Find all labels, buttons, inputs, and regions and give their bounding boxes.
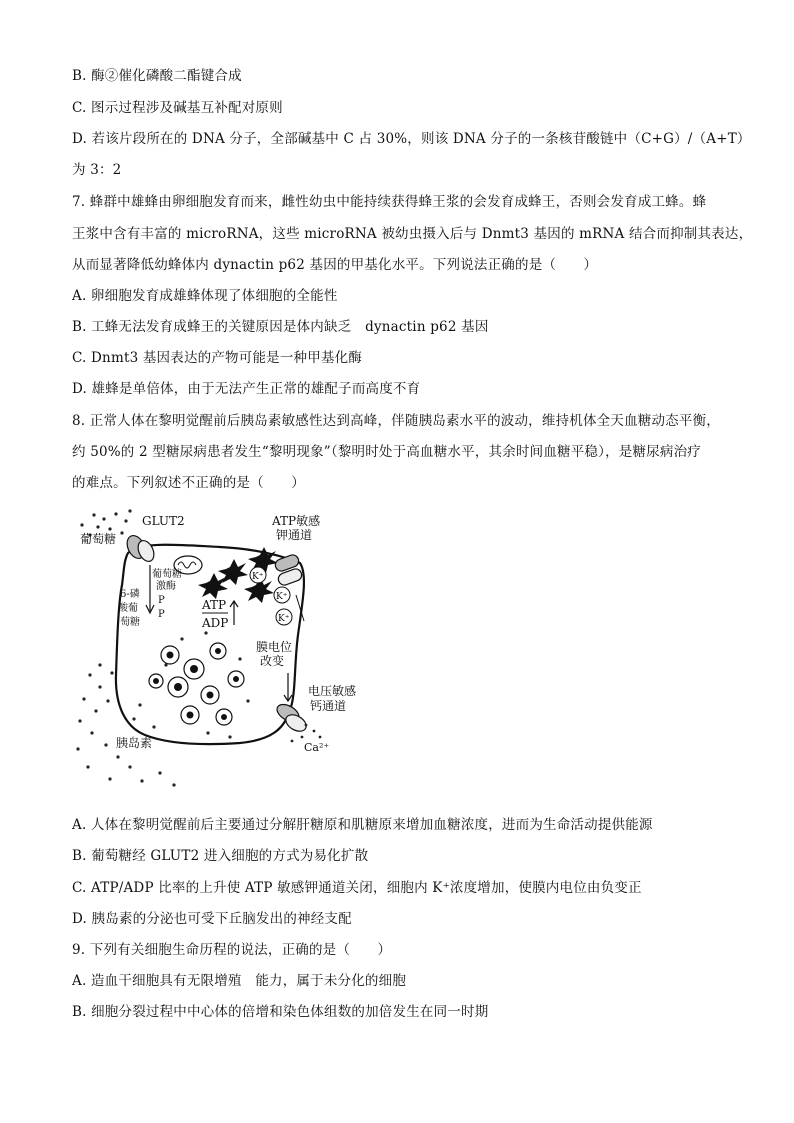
- svg-text:ADP: ADP: [202, 616, 229, 630]
- svg-text:Ca²⁺: Ca²⁺: [304, 741, 330, 754]
- option-9b: B. 细胞分裂过程中中心体的倍增和染色体组数的加倍发生在同一时期: [72, 1004, 489, 1020]
- question-7-stem-cont: 王浆中含有丰富的 microRNA，这些 microRNA 被幼虫摄入后与 Dnmt3 基因的 mRNA 结合而抑制其表达，: [72, 226, 753, 242]
- option-6d-cont: 为 3：2: [72, 162, 122, 178]
- option-7c: C. Dnmt3 基因表达的产物可能是一种甲基化酶: [72, 350, 363, 366]
- svg-text:ATP敏感: ATP敏感: [272, 514, 321, 528]
- svg-text:胰岛素: 胰岛素: [116, 736, 153, 750]
- pancreatic-beta-cell-diagram: [70, 505, 370, 795]
- atp-k-channel: [274, 553, 304, 586]
- svg-text:P: P: [158, 595, 165, 606]
- option-6b: B. 酶②催化磷酸二酯键合成: [72, 68, 242, 84]
- svg-text:K⁺: K⁺: [278, 614, 290, 624]
- svg-text:膜电位: 膜电位: [256, 640, 293, 654]
- svg-text:萄糖: 萄糖: [120, 617, 140, 628]
- question-9-stem: 9. 下列有关细胞生命历程的说法，正确的是（ ）: [72, 942, 392, 958]
- question-8-stem: 8. 正常人体在黎明觉醒前后胰岛素敏感性达到高峰，伴随胰岛素水平的波动，维持机体全天血糖动态平衡，: [72, 413, 720, 429]
- svg-text:葡萄糖: 葡萄糖: [152, 569, 182, 580]
- glut2-transporter: [124, 533, 157, 564]
- svg-text:ATP: ATP: [202, 598, 227, 612]
- option-6d: D. 若该片段所在的 DNA 分子，全部碱基中 C 占 30%，则该 DNA 分子的一条核苷酸链中（C+G）/（A+T）: [72, 131, 751, 147]
- option-6c: C. 图示过程涉及碱基互补配对原则: [72, 100, 283, 116]
- svg-text:K⁺: K⁺: [252, 572, 264, 582]
- option-8d: D. 胰岛素的分泌也可受下丘脑发出的神经支配: [72, 911, 352, 927]
- svg-text:P: P: [158, 609, 165, 620]
- svg-text:GLUT2: GLUT2: [142, 514, 185, 528]
- svg-text:钙通道: 钙通道: [310, 699, 347, 713]
- question-7-stem-cont: 从而显著降低幼蜂体内 dynactin p62 基因的甲基化水平。下列说法正确的是（ ）: [72, 257, 598, 273]
- option-8b: B. 葡萄糖经 GLUT2 进入细胞的方式为易化扩散: [72, 848, 369, 864]
- option-7b: B. 工蜂无法发育成蜂王的关键原因是体内缺乏 dynactin p62 基因: [72, 319, 489, 335]
- option-7a: A. 卵细胞发育成雄蜂体现了体细胞的全能性: [72, 288, 338, 304]
- svg-text:钾通道: 钾通道: [276, 528, 313, 542]
- svg-text:6-磷: 6-磷: [120, 589, 140, 600]
- question-7-stem: 7. 蜂群中雄蜂由卵细胞发育而来，雌性幼虫中能持续获得蜂王浆的会发育成蜂王，否则会发育成工蜂。蜂: [72, 194, 707, 210]
- question-8-stem-cont: 的难点。下列叙述不正确的是（ ）: [72, 475, 305, 491]
- svg-text:葡萄糖: 葡萄糖: [80, 532, 117, 546]
- svg-text:酸葡: 酸葡: [118, 603, 138, 614]
- question-8-stem-cont: 约 50%的 2 型糖尿病患者发生“黎明现象”（黎明时处于高血糖水平，其余时间血糖平稳），是糖尿病治疗: [72, 444, 701, 460]
- svg-text:改变: 改变: [260, 654, 285, 668]
- svg-text:电压敏感: 电压敏感: [308, 684, 357, 698]
- insulin-granules: [149, 643, 244, 725]
- option-7d: D. 雄蜂是单倍体，由于无法产生正常的雄配子而高度不育: [72, 381, 421, 397]
- svg-text:激酶: 激酶: [156, 581, 176, 592]
- option-8c: C. ATP/ADP 比率的上升使 ATP 敏感钾通道关闭，细胞内 K⁺浓度增加，使膜内电位由负变正: [72, 880, 642, 896]
- svg-text:K⁺: K⁺: [276, 592, 288, 602]
- option-9a: A. 造血干细胞具有无限增殖 能力，属于未分化的细胞: [72, 973, 407, 989]
- option-8a: A. 人体在黎明觉醒前后主要通过分解肝糖原和肌糖原来增加血糖浓度，进而为生命活动提供能源: [72, 817, 653, 833]
